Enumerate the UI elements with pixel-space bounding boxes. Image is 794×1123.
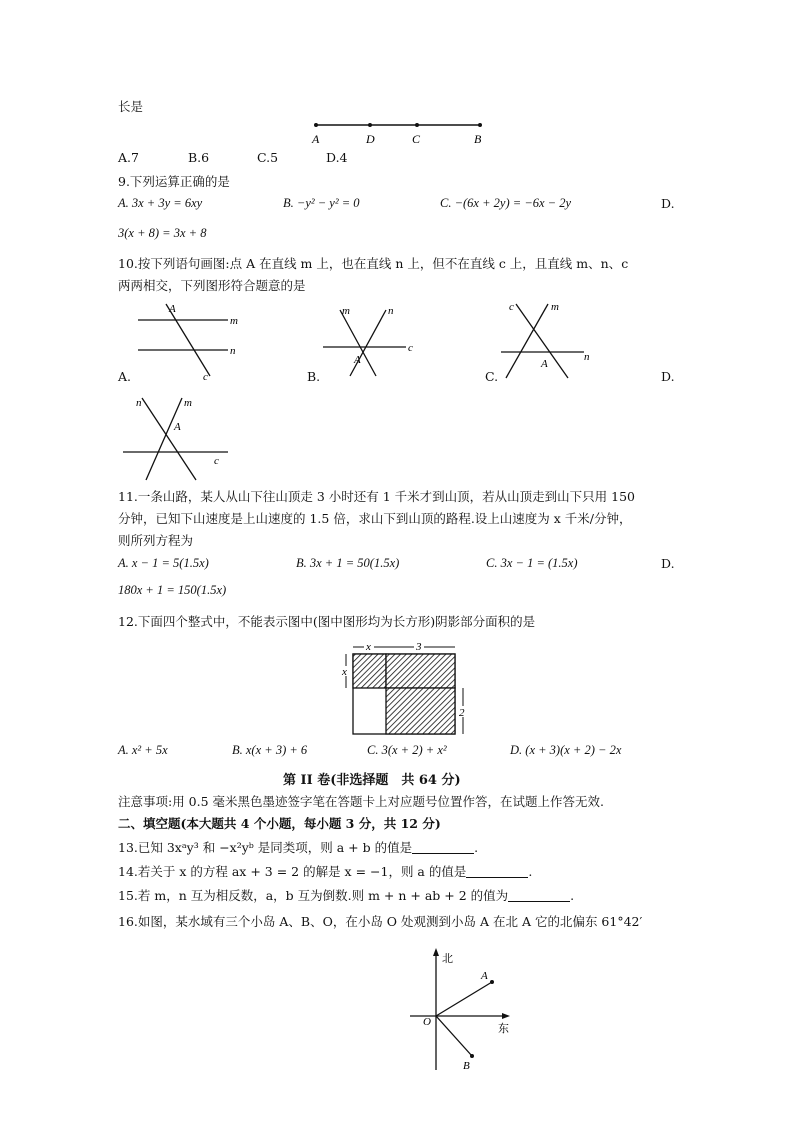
label-c: C: [412, 132, 421, 146]
label-n: n: [230, 345, 236, 357]
label-left-x: x: [342, 666, 347, 678]
q14-text: 14.若关于 x 的方程 ax + 3 = 2 的解是 x = −1，则 a 的值是: [118, 864, 467, 879]
label-d: D: [366, 132, 375, 146]
label-north: 北: [442, 952, 453, 965]
q12-rectangle-figure: [335, 640, 470, 740]
label-top-3: 3: [416, 641, 422, 653]
label-m: m: [184, 397, 192, 409]
label-c: c: [203, 371, 208, 382]
q11-option-a[interactable]: A. x − 1 = 5(1.5x): [118, 556, 209, 570]
q15-text: 15.若 m，n 互为相反数，a，b 互为倒数.则 m + n + ab + 2 的值为: [118, 888, 509, 903]
shaded-rect-top: [386, 654, 455, 688]
north-arrow-icon: [433, 948, 439, 956]
q16-compass-figure: [400, 946, 530, 1074]
line-m: [340, 310, 376, 376]
q9-option-d-letter[interactable]: D.: [661, 196, 675, 211]
q16-stem: 16.如图，某水域有三个小岛 A、B、O，在小岛 O 处观测到小岛 A 在北 A 它的北偏东 61°42′: [118, 914, 643, 929]
part2-title: 第 II 卷(非选择题 共 64 分): [283, 773, 461, 788]
q10-option-d[interactable]: D.: [661, 369, 675, 384]
point-b: [478, 123, 482, 127]
label-b: B: [463, 1060, 470, 1072]
label-a: A: [169, 303, 176, 315]
q13: 13.已知 3xᵃy³ 和 −x²yᵇ 是同类项，则 a + b 的值是 .: [118, 840, 479, 855]
label-n: n: [388, 305, 394, 317]
label-o: O: [423, 1016, 431, 1028]
q12-option-c[interactable]: C. 3(x + 2) + x²: [367, 743, 447, 757]
q10-figure-d: [118, 390, 238, 482]
q9-option-a[interactable]: A. 3x + 3y = 6xy: [118, 196, 203, 210]
q10-figure-b: [318, 300, 423, 382]
label-c: c: [509, 301, 514, 313]
q10-option-b[interactable]: B.: [307, 369, 321, 384]
q10-figure-a: [128, 298, 248, 382]
ray-oa: [436, 982, 492, 1016]
q14-answer-blank[interactable]: [466, 865, 528, 878]
line-m: [146, 398, 182, 480]
q9-option-b[interactable]: B. −y² − y² = 0: [283, 196, 360, 210]
q10-option-c[interactable]: C.: [485, 369, 499, 384]
label-c: c: [214, 455, 219, 467]
line-n: [142, 398, 196, 480]
q12-option-d[interactable]: D. (x + 3)(x + 2) − 2x: [510, 743, 622, 757]
shaded-rect-bottom: [386, 688, 455, 734]
q12-stem: 12.下面四个整式中，不能表示图中(图中图形均为长方形)阴影部分面积的是: [118, 614, 536, 629]
label-b: B: [474, 132, 482, 146]
q8-option-a[interactable]: A.7: [118, 150, 139, 165]
q11-option-c[interactable]: C. 3x − 1 = (1.5x): [486, 556, 578, 570]
label-a: A: [174, 421, 181, 433]
label-a: A: [354, 354, 361, 366]
q8-option-b[interactable]: B.6: [188, 150, 210, 165]
label-n: n: [584, 351, 590, 363]
q9-option-c[interactable]: C. −(6x + 2y) = −6x − 2y: [440, 196, 572, 210]
q11-option-d-letter[interactable]: D.: [661, 556, 675, 571]
q11-option-d[interactable]: 180x + 1 = 150(1.5x): [118, 583, 227, 597]
label-m: m: [230, 315, 238, 327]
q13-text: 13.已知 3xᵃy³ 和 −x²yᵇ 是同类项，则 a + b 的值是: [118, 840, 413, 855]
point-d: [368, 123, 372, 127]
part2-notice: 注意事项:用 0.5 毫米黑色墨迹签字笔在答题卡上对应题号位置作答，在试题上作答无效.: [118, 794, 605, 809]
label-c: c: [408, 342, 413, 354]
point-a: [490, 980, 494, 984]
q10-figure-c: [496, 296, 601, 382]
q15-answer-blank[interactable]: [508, 889, 570, 902]
label-a: A: [312, 132, 320, 146]
label-right-2: 2: [459, 707, 465, 719]
q8-stem-tail: 长是: [118, 99, 144, 114]
q8-segment-figure: [300, 115, 500, 150]
q10-stem-line1: 10.按下列语句画图:点 A 在直线 m 上，也在直线 n 上，但不在直线 c 上，且直线 m、n、c: [118, 256, 629, 271]
q11-stem-line3: 则所列方程为: [118, 533, 194, 548]
q11-option-b[interactable]: B. 3x + 1 = 50(1.5x): [296, 556, 400, 570]
q9-option-d[interactable]: 3(x + 8) = 3x + 8: [118, 226, 207, 240]
q10-stem-line2: 两两相交，下列图形符合题意的是: [118, 278, 306, 293]
q11-stem-line1: 11.一条山路，某人从山下往山顶走 3 小时还有 1 千米才到山顶，若从山顶走到山下只用 150: [118, 489, 636, 504]
label-a: A: [541, 358, 548, 370]
point-a: [314, 123, 318, 127]
east-arrow-icon: [502, 1013, 510, 1019]
label-m: m: [551, 301, 559, 313]
q15: 15.若 m，n 互为相反数，a，b 互为倒数.则 m + n + ab + 2 的值为 .: [118, 888, 575, 903]
q12-option-b[interactable]: B. x(x + 3) + 6: [232, 743, 308, 757]
label-m: m: [342, 305, 350, 317]
shaded-square-x: [353, 654, 386, 688]
q13-answer-blank[interactable]: [412, 841, 474, 854]
line-n: [350, 310, 386, 376]
q10-option-a[interactable]: A.: [118, 369, 132, 384]
label-east: 东: [498, 1022, 509, 1035]
point-b: [470, 1054, 474, 1058]
label-n: n: [136, 397, 142, 409]
q9-stem: 9.下列运算正确的是: [118, 174, 230, 189]
ray-ob: [436, 1016, 472, 1056]
section-fill-in-title: 二、填空题(本大题共 4 个小题，每小题 3 分，共 12 分): [118, 816, 441, 831]
point-c: [415, 123, 419, 127]
q12-option-a[interactable]: A. x² + 5x: [118, 743, 168, 757]
q11-stem-line2: 分钟，已知下山速度是上山速度的 1.5 倍，求山下到山顶的路程.设上山速度为 x 千米/分钟，: [118, 511, 632, 526]
q8-option-d[interactable]: D.4: [326, 150, 348, 165]
q8-option-c[interactable]: C.5: [257, 150, 279, 165]
label-top-x: x: [366, 641, 371, 653]
q14: 14.若关于 x 的方程 ax + 3 = 2 的解是 x = −1，则 a 的值是 .: [118, 864, 533, 879]
label-a: A: [481, 970, 488, 982]
